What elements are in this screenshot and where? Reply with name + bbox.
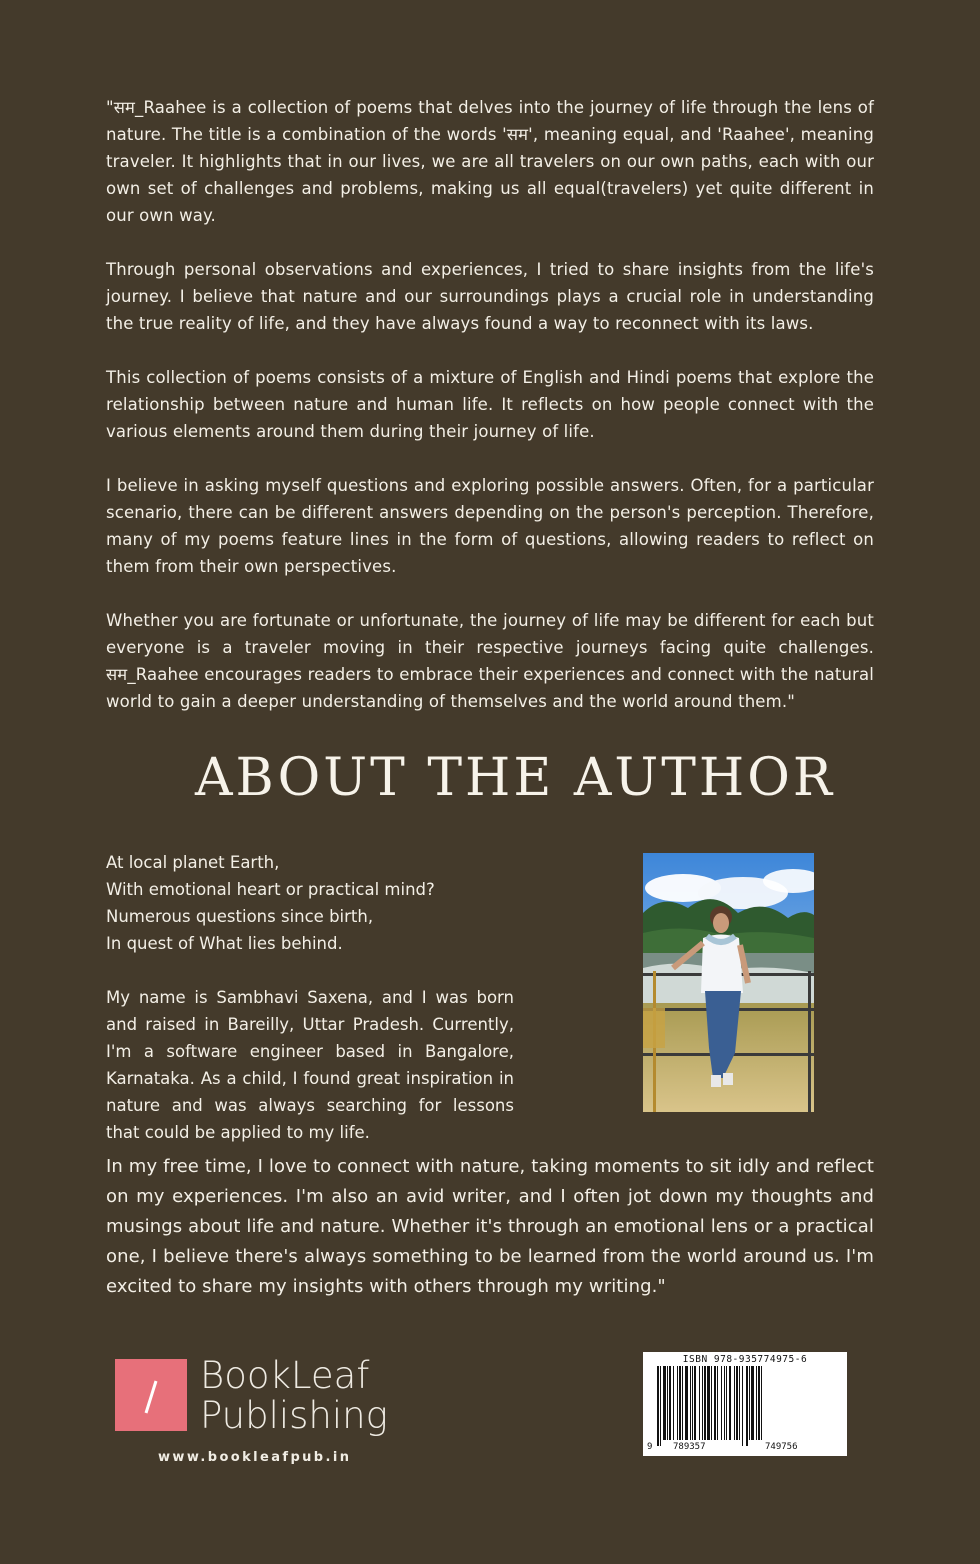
barcode-bar — [751, 1366, 754, 1440]
barcode-bar — [742, 1366, 743, 1446]
publisher-logo — [114, 1352, 414, 1472]
barcode-bar — [704, 1366, 706, 1440]
barcode-bar — [726, 1366, 727, 1440]
isbn-barcode — [643, 1352, 847, 1456]
barcode-bar — [721, 1366, 722, 1440]
barcode-bar — [660, 1366, 661, 1446]
publisher-name-line1: BookLeaf — [200, 1354, 370, 1397]
author-bio-intro: My name is Sambhavi Saxena, and I was born and raised in Bareilly, Uttar Pradesh. Currently, I'm a software engineer based in Bangalore, Karnataka. As a child, I found great inspiration in nature and was always searching for lessons that could be applied to my life. — [106, 988, 514, 1142]
barcode-bar — [736, 1366, 738, 1440]
barcode-bar — [714, 1366, 716, 1440]
barcode-bars — [643, 1352, 847, 1456]
publisher-name-line2: Publishing — [200, 1394, 388, 1437]
barcode-bar — [717, 1366, 718, 1440]
blurb-paragraph: "सम_Raahee is a collection of poems that delves into the journey of life through the lens of nature. The title is a combination of the words 'सम', meaning equal, and 'Raahee', meaning traveler. It highlights that in our lives, we are all travelers on our own paths, each with our own set of challenges and problems, making us all equal(travelers) yet quite different in our own way. — [106, 98, 874, 225]
author-poem — [106, 849, 516, 957]
author-photo-illustration — [643, 853, 814, 1112]
blurb-paragraph: I believe in asking myself questions and exploring possible answers. Often, for a particular scenario, there can be different answers depending on the person's perception. Therefore, many of my poems feature lines in the form of questions, allowing readers to reflect on them from their own perspectives. — [106, 476, 874, 576]
barcode-bar — [756, 1366, 757, 1440]
barcode-bar — [729, 1366, 731, 1440]
barcode-bar — [694, 1366, 696, 1440]
barcode-bar — [734, 1366, 735, 1440]
barcode-bar — [667, 1366, 668, 1440]
author-photo — [643, 853, 814, 1112]
barcode-bar — [685, 1366, 688, 1440]
barcode-digits-right: 749756 — [765, 1442, 798, 1452]
blurb-paragraph: Whether you are fortunate or unfortunate, the journey of life may be different for each but everyone is a traveler moving in their respective journeys facing quite challenges. सम_Raahee encourages readers to embrace their experiences and connect with the natural world to gain a deeper understanding of themselves and the world around them." — [106, 611, 874, 711]
blurb-paragraph: This collection of poems consists of a mixture of English and Hindi poems that explore the relationship between nature and human life. It reflects on how people connect with the various elements around them during their journey of life. — [106, 368, 874, 441]
slash-icon — [115, 1359, 187, 1431]
barcode-bar — [711, 1366, 712, 1440]
barcode-bar — [679, 1366, 681, 1440]
barcode-bar — [746, 1366, 748, 1446]
publisher-url: www.bookleafpub.in — [158, 1450, 352, 1465]
poem-line: Numerous questions since birth, — [106, 907, 374, 926]
poem-line: In quest of What lies behind. — [106, 934, 343, 953]
barcode-bar — [699, 1366, 700, 1440]
barcode-bar — [761, 1366, 762, 1440]
about-author-heading: ABOUT THE AUTHOR — [194, 748, 836, 808]
barcode-bar — [702, 1366, 703, 1440]
barcode-bar — [692, 1366, 693, 1440]
blurb-paragraph: Through personal observations and experiences, I tried to share insights from the life's journey. I believe that nature and our surroundings plays a crucial role in understanding the true reality of life, and they have always found a way to reconnect with its laws. — [106, 260, 874, 333]
barcode-bar — [758, 1366, 760, 1440]
barcode-bar — [690, 1366, 691, 1440]
barcode-bar — [663, 1366, 666, 1440]
back-cover-blurb — [106, 94, 874, 742]
barcode-digits-left: 789357 — [673, 1442, 706, 1452]
barcode-bar — [724, 1366, 725, 1440]
isbn-label: ISBN 978-935774975-6 — [682, 1354, 808, 1365]
barcode-bar — [682, 1366, 683, 1440]
barcode-bar — [749, 1366, 750, 1440]
barcode-bar — [673, 1366, 674, 1440]
poem-line: At local planet Earth, — [106, 853, 280, 872]
barcode-bar — [657, 1366, 659, 1446]
author-bio-continued: In my free time, I love to connect with nature, taking moments to sit idly and reflect on my experiences. I'm also an avid writer, and I often jot down my thoughts and musings about life and nature. Whether it's through an emotional lens or a practical one, I believe there's always something to be learned from the world around us. I'm excited to share my insights with others through my writing." — [106, 1156, 874, 1297]
barcode-digit-prefix: 9 — [647, 1442, 653, 1452]
barcode-bar — [707, 1366, 710, 1440]
barcode-bar — [677, 1366, 678, 1440]
poem-line: With emotional heart or practical mind? — [106, 880, 435, 899]
bookleaf-logo-icon — [115, 1359, 187, 1431]
barcode-bar — [669, 1366, 671, 1440]
barcode-bar — [739, 1366, 740, 1440]
